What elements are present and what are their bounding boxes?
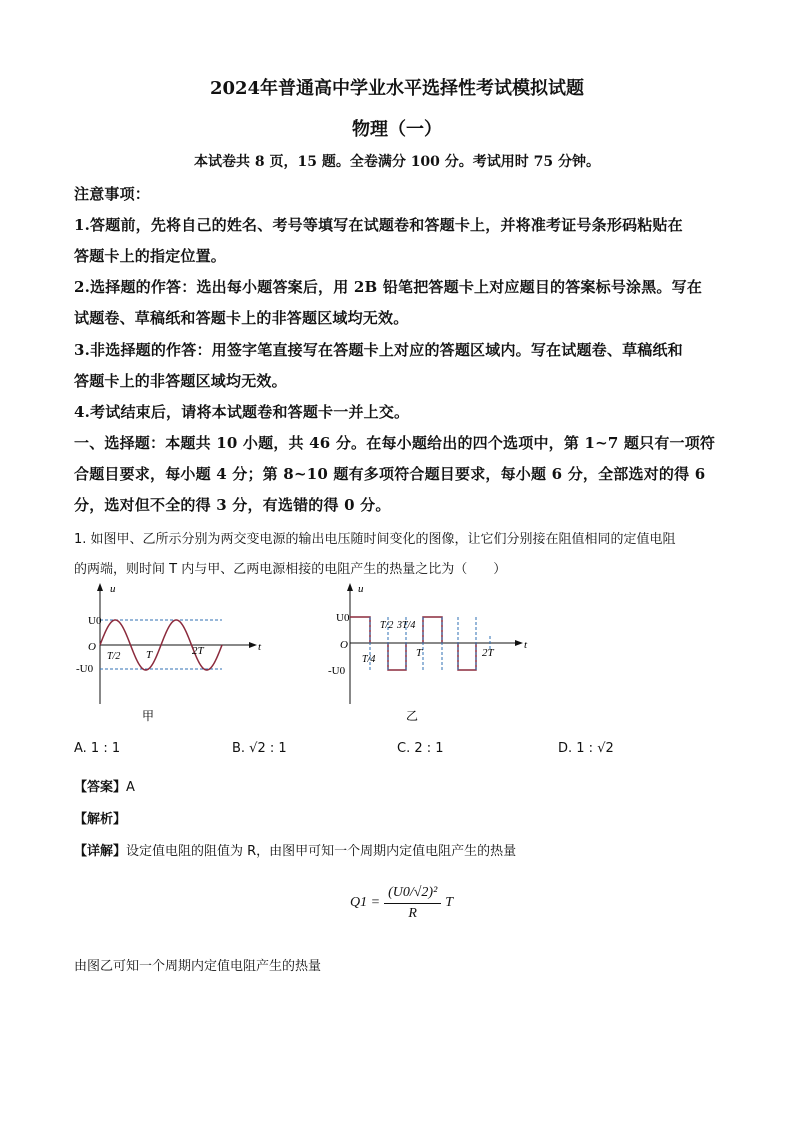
note-line: 3.非选择题的作答：用签字笔直接写在答题卡上对应的答题区域内。写在试题卷、草稿纸和 bbox=[74, 341, 683, 359]
tick-2t-label: 2T bbox=[482, 647, 494, 659]
answer-row bbox=[74, 776, 135, 795]
pulse-positive-1 bbox=[350, 617, 370, 643]
section-line: 一、选择题：本题共 10 小题，共 46 分。在每小题给出的四个选项中，第 1~7 题只有一项符 bbox=[74, 434, 716, 452]
note-line: 试题卷、草稿纸和答题卡上的非答题区域均无效。 bbox=[74, 309, 409, 327]
note-line: 答题卡上的非答题区域均无效。 bbox=[74, 372, 287, 390]
formula-q1 bbox=[350, 870, 453, 936]
formula-denominator: R bbox=[408, 905, 417, 921]
option-d: D. 1 : √2 bbox=[558, 741, 614, 756]
neg-u0-label: -U0 bbox=[76, 663, 94, 675]
tick-t-label: T bbox=[146, 649, 153, 661]
detail-text: 设定值电阻的阻值为 R，由图甲可知一个周期内定值电阻产生的热量 bbox=[126, 844, 517, 859]
section-line: 合题目要求，每小题 4 分；第 8~10 题有多项符合题目要求，每小题 6 分，全部选对的得 6 bbox=[74, 465, 706, 483]
note-line: 1.答题前，先将自己的姓名、考号等填写在试题卷和答题卡上，并将准考证号条形码粘贴在 bbox=[74, 216, 683, 234]
formula-numerator: (U0/√2)² bbox=[388, 884, 438, 900]
option-c: C. 2 : 1 bbox=[397, 741, 444, 756]
answer-label: 【答案】 bbox=[74, 780, 127, 795]
page-title: 2024年普通高中学业水平选择性考试模拟试题 bbox=[209, 78, 585, 99]
figure-yi bbox=[330, 578, 540, 728]
formula-fraction bbox=[384, 885, 441, 922]
t-axis-label: t bbox=[524, 639, 528, 651]
notes-heading: 注意事项： bbox=[74, 185, 151, 203]
origin-label: O bbox=[340, 639, 348, 651]
tick-t-half-label: T/2 bbox=[107, 651, 121, 662]
detail-row bbox=[74, 840, 516, 859]
tick-t-label: T bbox=[416, 647, 423, 659]
note-line: 答题卡上的指定位置。 bbox=[74, 247, 227, 265]
note-line: 2.选择题的作答：选出每小题答案后，用 2B 铅笔把答题卡上对应题目的答案标号涂黑。写在 bbox=[74, 278, 703, 296]
tick-3t4-label: 3T/4 bbox=[397, 620, 416, 631]
tick-t4-label: T/4 bbox=[362, 654, 376, 665]
analysis-label: 【解析】 bbox=[74, 812, 127, 827]
page-subtitle: 物理（一） bbox=[352, 119, 442, 140]
figure-caption: 乙 bbox=[406, 709, 419, 723]
u-axis-label: u bbox=[358, 583, 364, 595]
question-line: 1. 如图甲、乙所示分别为两交变电源的输出电压随时间变化的图像，让它们分别接在阻值相同的定值电阻 bbox=[74, 532, 676, 547]
question-line: 的两端，则时间 T 内与甲、乙两电源相接的电阻产生的热量之比为（ ） bbox=[74, 562, 507, 577]
t-axis-label: t bbox=[258, 641, 262, 653]
tick-t-half-label: T/2 bbox=[380, 620, 394, 631]
pulse-negative-1 bbox=[388, 643, 406, 670]
option-b: B. √2 : 1 bbox=[232, 741, 287, 756]
formula-suffix: T bbox=[445, 895, 454, 910]
u-axis-arrow-icon bbox=[97, 583, 103, 591]
formula-lhs: Q1 = bbox=[350, 895, 381, 910]
t-axis-arrow-icon bbox=[249, 642, 257, 648]
u0-label: U0 bbox=[336, 612, 350, 624]
pulse-negative-2 bbox=[458, 643, 476, 670]
answer-value: A bbox=[126, 780, 135, 795]
pulse-positive-2 bbox=[423, 617, 442, 643]
origin-label: O bbox=[88, 641, 96, 653]
u-axis-arrow-icon bbox=[347, 583, 353, 591]
tick-2t-label: 2T bbox=[192, 645, 204, 657]
detail-label: 【详解】 bbox=[74, 844, 127, 859]
u-axis-label: u bbox=[110, 583, 116, 595]
u0-label: U0 bbox=[88, 615, 102, 627]
after-text: 由图乙可知一个周期内定值电阻产生的热量 bbox=[74, 959, 322, 974]
note-line: 4.考试结束后，请将本试题卷和答题卡一并上交。 bbox=[74, 403, 410, 421]
section-line: 分，选对但不全的得 3 分，有选错的得 0 分。 bbox=[74, 496, 391, 514]
t-axis-arrow-icon bbox=[515, 640, 523, 646]
figure-caption: 甲 bbox=[142, 709, 155, 723]
figure-jia bbox=[70, 578, 280, 728]
exam-info: 本试卷共 8 页，15 题。全卷满分 100 分。考试用时 75 分钟。 bbox=[193, 154, 601, 170]
option-a: A. 1 : 1 bbox=[74, 741, 121, 756]
neg-u0-label: -U0 bbox=[328, 665, 346, 677]
